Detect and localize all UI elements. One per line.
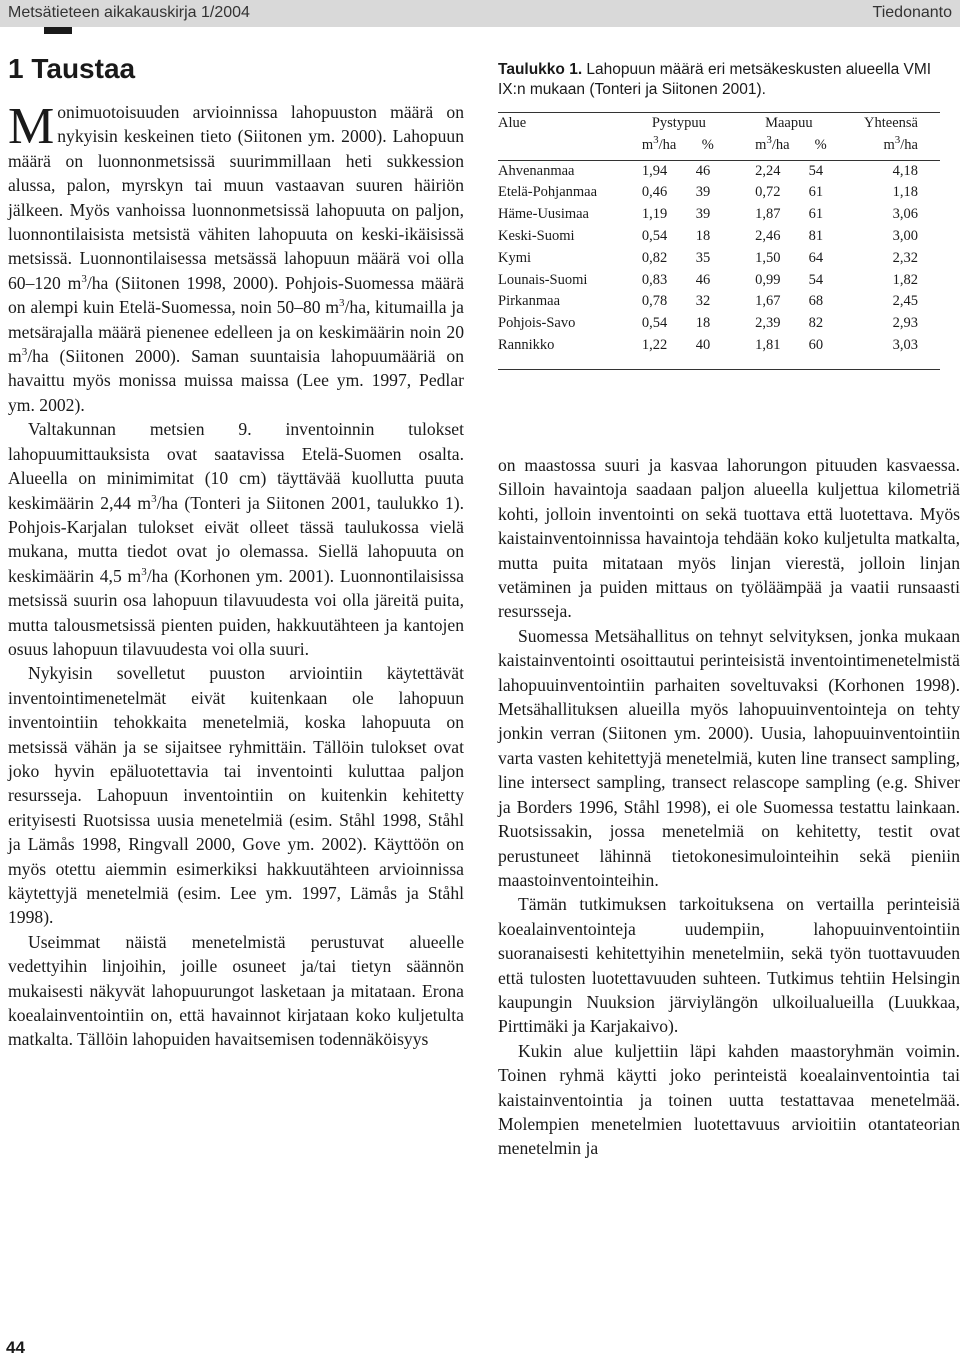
header-region: Alue (498, 115, 527, 131)
table-caption: Taulukko 1. Lahopuun määrä eri metsäkeskusten alueella VMI IX:n mukaan (Tonteri ja Siitonen 2001). (498, 61, 932, 98)
table-row: Kymi 0,82 35 1,50 64 2,32 (498, 249, 918, 266)
deadwood-table (498, 113, 940, 357)
table-row: Keski-Suomi 0,54 18 2,46 81 3,00 (498, 227, 918, 244)
section-title: 1 Taustaa (8, 53, 136, 84)
paragraph-metsahallitus: Suomessa Metsähallitus on tehnyt selvityksen, jonka mukaan kaistainventointi osoittautui perinteisistä inventointimenetelmistä lahopuuinventointiin parhaiten soveltuvaksi (Korhonen 1998). Metsähallituksen alueilla myös lahopuuinventointeja on tehty jonkin verran (Siitonen ym. 2000). Uusia, lahopuuinventointiin varta vasten kehitettyjä menetelmiä, kuten line transect sampling, line intersect sampling, transect relascope sampling (e.g. Shiver ja Borders 1996, Ståhl 1998), ei ole Suomessa testattu lainkaan. Ruotsissakin, jossa menetelmiä on kehitetty, testit ovat perustuneet lähinnä tietokonesimulointeihin sekä pieniin maastoinventointeihin. (498, 625, 960, 890)
paragraph-aim: Tämän tutkimuksen tarkoituksena on vertailla perinteisiä koealainventointeja uudempiin, lahopuuinventointiin suoranaisesti kehitettyihin menetelmiin, sekä työn tuottavuuden että tulosten luotettavuuden suhteen. Tutkimus tehtiin Helsingin kaupungin Nuuksion järviylängön ulkoilualueilla (Luukkaa, Pirttimäki ja Karjakaivo). (498, 894, 960, 1037)
right-column (498, 453, 960, 1161)
section-label: Tiedonanto (872, 4, 952, 21)
left-column (8, 52, 464, 1052)
header-standing: Pystypuu (651, 115, 706, 131)
table-row: Rannikko 1,22 40 1,81 60 3,03 (498, 336, 918, 353)
paragraph-continuation: on maastossa suuri ja kasvaa lahorungon pituuden kasvaessa. Silloin havaintoja saadaan paljon alueella kuljettua kilometriä kohti, jolloin inventointi on sekä tuottava että luotettava. Myös kaistainventoinnissa havaintoja tehdään koko kuljetulta matkalta, mutta puita mitataan myös linjan vierestä, jolloin linjan vetäminen ja puiden mittaus on työläämpää ja vaatii runsaasti resursseja. (498, 455, 960, 622)
dropcap: M (8, 98, 55, 155)
header-marker (44, 27, 72, 34)
table-header-row (498, 113, 940, 135)
table-row: Lounais-Suomi 0,83 46 0,99 54 1,82 (498, 271, 918, 288)
table-row: Häme-Uusimaa 1,19 39 1,87 61 3,06 (498, 206, 918, 223)
table-row: Pohjois-Savo 0,54 18 2,39 82 2,93 (498, 315, 918, 332)
header-total: Yhteensä (864, 115, 918, 131)
paragraph-intro: Monimuotoisuuden arvioinnissa lahopuuston määrä on nykyisin keskeinen tieto (Siitonen ym. 2000). Lahopuun määrä on luonnonmetsissä suurimmillaan heti sukkession alussa, palon, myrskyn tai muun vastaavan suuren häiriön jälkeen. Myös vanhoissa luonnonmetsissä lahopuuta on paljon, luonnontilaisista metsistä vähiten lahopuuta on keski-ikäisissä metsissä. Luonnontilaisessa metsässä lahopuun määrä voi olla 60–120 $m^3/ha$ (Siitonen 1998, 2000). Pohjois-Suomessa määrä on alempi kuin Etelä-Suomessa, noin 50–80 $m^3/ha$, kitumailla ja metsärajalla määrä pienenee edelleen ja on keskimäärin noin 20 $m^3/ha$ (Siitonen 2000). Saman suuntaisia lahopuumääriä on havaittu myös monissa muissa maissa (Lee ym. 1997, Pedlar ym. 2002). (8, 98, 465, 415)
paragraph-fieldwork: Kukin alue kuljettiin läpi kahden maastoryhmän voimin. Toinen ryhmä käytti joko perinteistä koealainventointia tai kaistainventointia ja toinen uutta testattavaa menetelmää. Molempien menetelmien luotettavuus arvioitiin otantateorian menetelmin ja (498, 1040, 960, 1159)
table-bottom-rule (498, 369, 940, 370)
paragraph-vmi: Valtakunnan metsien 9. inventoinnin tulokset lahopuumittauksista ovat saatavissa Etelä-Suomen osalta. Alueella on minimimitat (10 cm) täyttävää kuollutta puuta keskimäärin 2,44 $m^3/ha$ (Tonteri ja Siitonen 2001, taulukko 1). Pohjois-Karjalan tulokset eivät olleet tässä taulukossa vielä mukana, mutta tiedot ovat jo olemassa. Siellä lahopuuta on keskimäärin 4,5 $m^3/ha$ (Korhonen ym. 2001). Luonnontilaisissa metsissä suurin osa lahopuun tilavuudesta voi olla järeitä puita, mutta talousmetsissä pienten puiden, hakkuutähteen ja kantojen osuus lahopuun tilavuudesta voi olla suuri. (8, 419, 464, 659)
page-number: 44 (6, 1338, 25, 1357)
table-unit-row: $m^3/ha$ % $m^3/ha$ % $m^3/ha$ (641, 133, 918, 153)
journal-title: Metsätieteen aikakauskirja 1/2004 (8, 4, 250, 21)
table-1 (498, 60, 940, 370)
paragraph-lines: Useimmat näistä menetelmistä perustuvat alueelle vedettyihin linjoihin, joille osuneet ja/tai tietyn säännön mukaisesti näkyvät lahopuurungot lasketaan ja mitataan. Erona koealainventointiin on, että havainnot kirjataan koko kuljetulta matkalta. Tällöin lahopuiden havaitsemisen todennäköisyys (8, 931, 464, 1050)
table-row: Pirkanmaa 0,78 32 1,67 68 2,45 (498, 293, 918, 310)
header-ground: Maapuu (765, 115, 813, 131)
table-row: Ahvenanmaa 1,94 46 2,24 54 4,18 (498, 162, 918, 179)
running-header (0, 0, 960, 27)
table-row: Etelä-Pohjanmaa 0,46 39 0,72 61 1,18 (498, 184, 918, 201)
paragraph-methods: Nykyisin sovelletut puuston arviointiin käytettävät inventointimenetelmät eivät kuitenkaan ole lahopuun inventointiin tehokkaita menetelmiä, koska lahopuuta on metsissä vähän ja se sijaitsee ryhmittäin. Tällöin tulokset ovat joko hyvin epäluotettavia tai inventointi kuluttaa paljon resursseja. Lahopuun inventointiin on kuitenkin kehitetty erityisesti Ruotsissa uusia menetelmiä (esim. Ståhl 1998, Ståhl ja Lämås 1998, Ringvall 2000, Gove ym. 2002). Käyttöön on myös otettu aiemmin esimerkiksi hakkuutähteen arvioinnissa käytettyjä menetelmiä (esim. Lee ym. 1997, Lämås ja Ståhl 1998). (8, 663, 464, 928)
